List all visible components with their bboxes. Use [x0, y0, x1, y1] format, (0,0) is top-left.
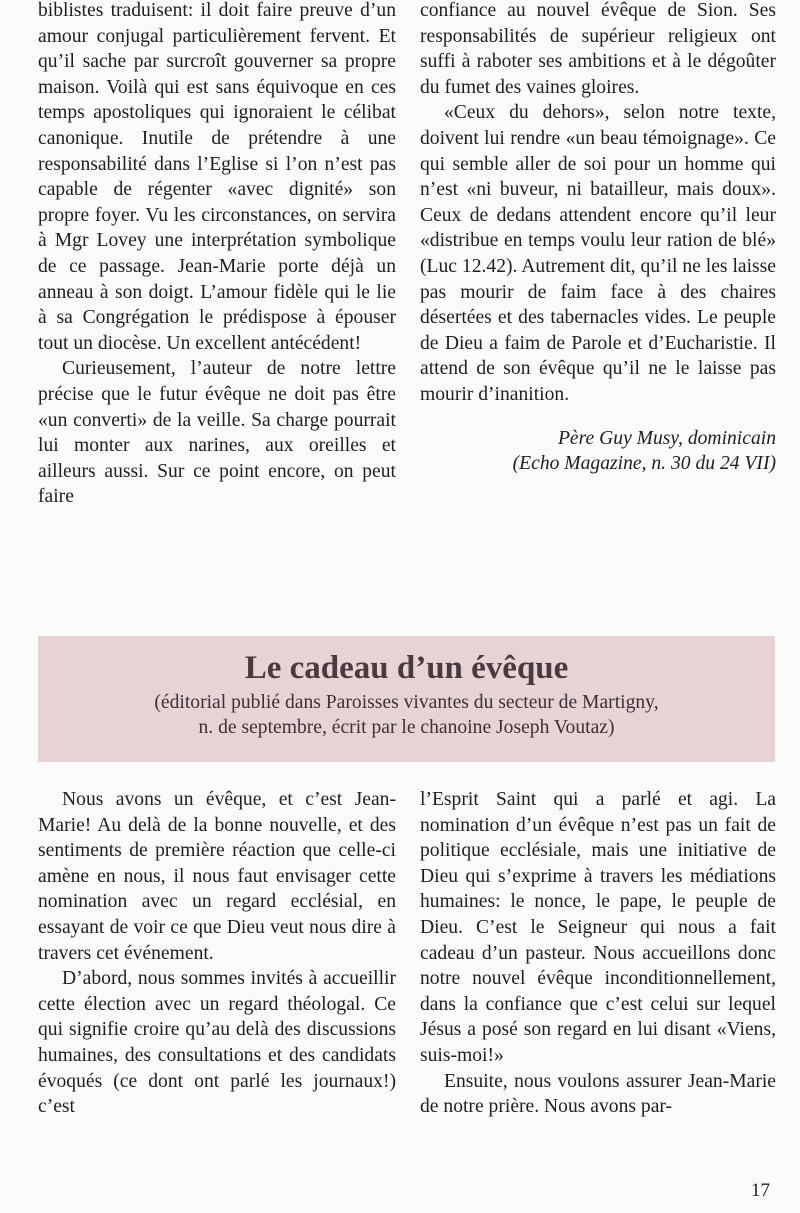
paragraph: Ensuite, nous voulons assurer Jean-Marie de notre prière. Nous avons par-	[420, 1070, 776, 1118]
paragraph: confiance au nouvel évêque de Sion. Ses responsabilités de supérieur religieux ont suffi à raboter ses ambitions et à le dégoûter du fumet des vaines gloires.	[420, 0, 776, 98]
paragraph: l’Esprit Saint qui a parlé et agi. La nomination d’un évêque n’est pas un fait de politique ecclésiale, mais une initiative de Dieu qui s’exprime à travers les médiations humaines: le nonce, le pape, le peuple de Dieu. C’est le Seigneur qui nous a fait cadeau d’un pasteur. Nous accueillons donc notre nouvel évêque inconditionnellement, dans la confiance que c’est celui sur lequel Jésus a posé son regard en lui disant «Viens, suis-moi!»	[420, 789, 776, 1066]
paragraph: D’abord, nous sommes invités à accueillir cette élection avec un regard théologal. Ce qui signifie croire qu’au delà des discussions humaines, des consultations et des candidats évoqués (ce dont ont parlé les journaux!) c’est	[38, 968, 396, 1118]
bottom-article-column-1	[38, 787, 396, 1120]
article-title: Le cadeau d’un évêque	[244, 650, 569, 686]
signature	[420, 426, 776, 477]
page-number: 17	[751, 1180, 770, 1201]
paragraph: biblistes traduisent: il doit faire preuve d’un amour conjugal particulièrement fervent. Et qu’il sache par surcroît gouverner sa propre maison. Voilà qui est sans équivoque en ces temps apostoliques qui ignoraient le célibat canonique. Inutile de prétendre à une responsabilité dans l’Eglise si l’on n’est pas capable de régenter «avec dignité» son propre foyer. Vu les circonstances, on servira à Mgr Lovey une interprétation symbolique de ce passage. Jean-Marie porte déjà un anneau à son doigt. L’amour fidèle qui le lie à sa Congrégation le prédispose à épouser tout un diocèse. Un excellent antécédent!	[38, 0, 396, 354]
article-subtitle	[38, 690, 775, 740]
top-article-column-1	[38, 0, 396, 510]
signature-source: (Echo Magazine, n. 30 du 24 VII)	[512, 453, 776, 475]
subtitle-line-1: (éditorial publié dans Paroisses vivantes du secteur de Martigny,	[154, 692, 659, 713]
bottom-article-column-2	[420, 787, 776, 1120]
paragraph: Nous avons un évêque, et c’est Jean-Marie! Au delà de la bonne nouvelle, et des sentiments de première réaction que celle-ci amène en nous, il nous faut envisager cette nomination avec un regard ecclésial, en essayant de voir ce que Dieu veut nous dire à travers cet événement.	[38, 789, 396, 964]
top-article-column-2	[420, 0, 776, 477]
paragraph: Curieusement, l’auteur de notre lettre précise que le futur évêque ne doit pas être «un converti» de la veille. Sa charge pourrait lui monter aux narines, aux oreilles et ailleurs aussi. Sur ce point encore, on peut faire	[38, 358, 396, 508]
paragraph: «Ceux du dehors», selon notre texte, doivent lui rendre «un beau témoignage». Ce qui semble aller de soi pour un homme qui n’est «ni buveur, ni batailleur, mais doux». Ceux de dedans attendent encore qu’il leur «distribue en temps voulu leur ration de blé» (Luc 12.42). Autrement dit, qu’il ne les laisse pas mourir de faim face à des chaires désertées et des tabernacles vides. Le peuple de Dieu a faim de Parole et d’Eucharistie. Il attend de son évêque qu’il ne le laisse pas mourir d’inanition.	[420, 102, 776, 405]
article-title-banner	[38, 636, 775, 762]
subtitle-line-2: n. de septembre, écrit par le chanoine Joseph Voutaz)	[198, 717, 615, 738]
signature-author: Père Guy Musy, dominicain	[557, 427, 776, 449]
